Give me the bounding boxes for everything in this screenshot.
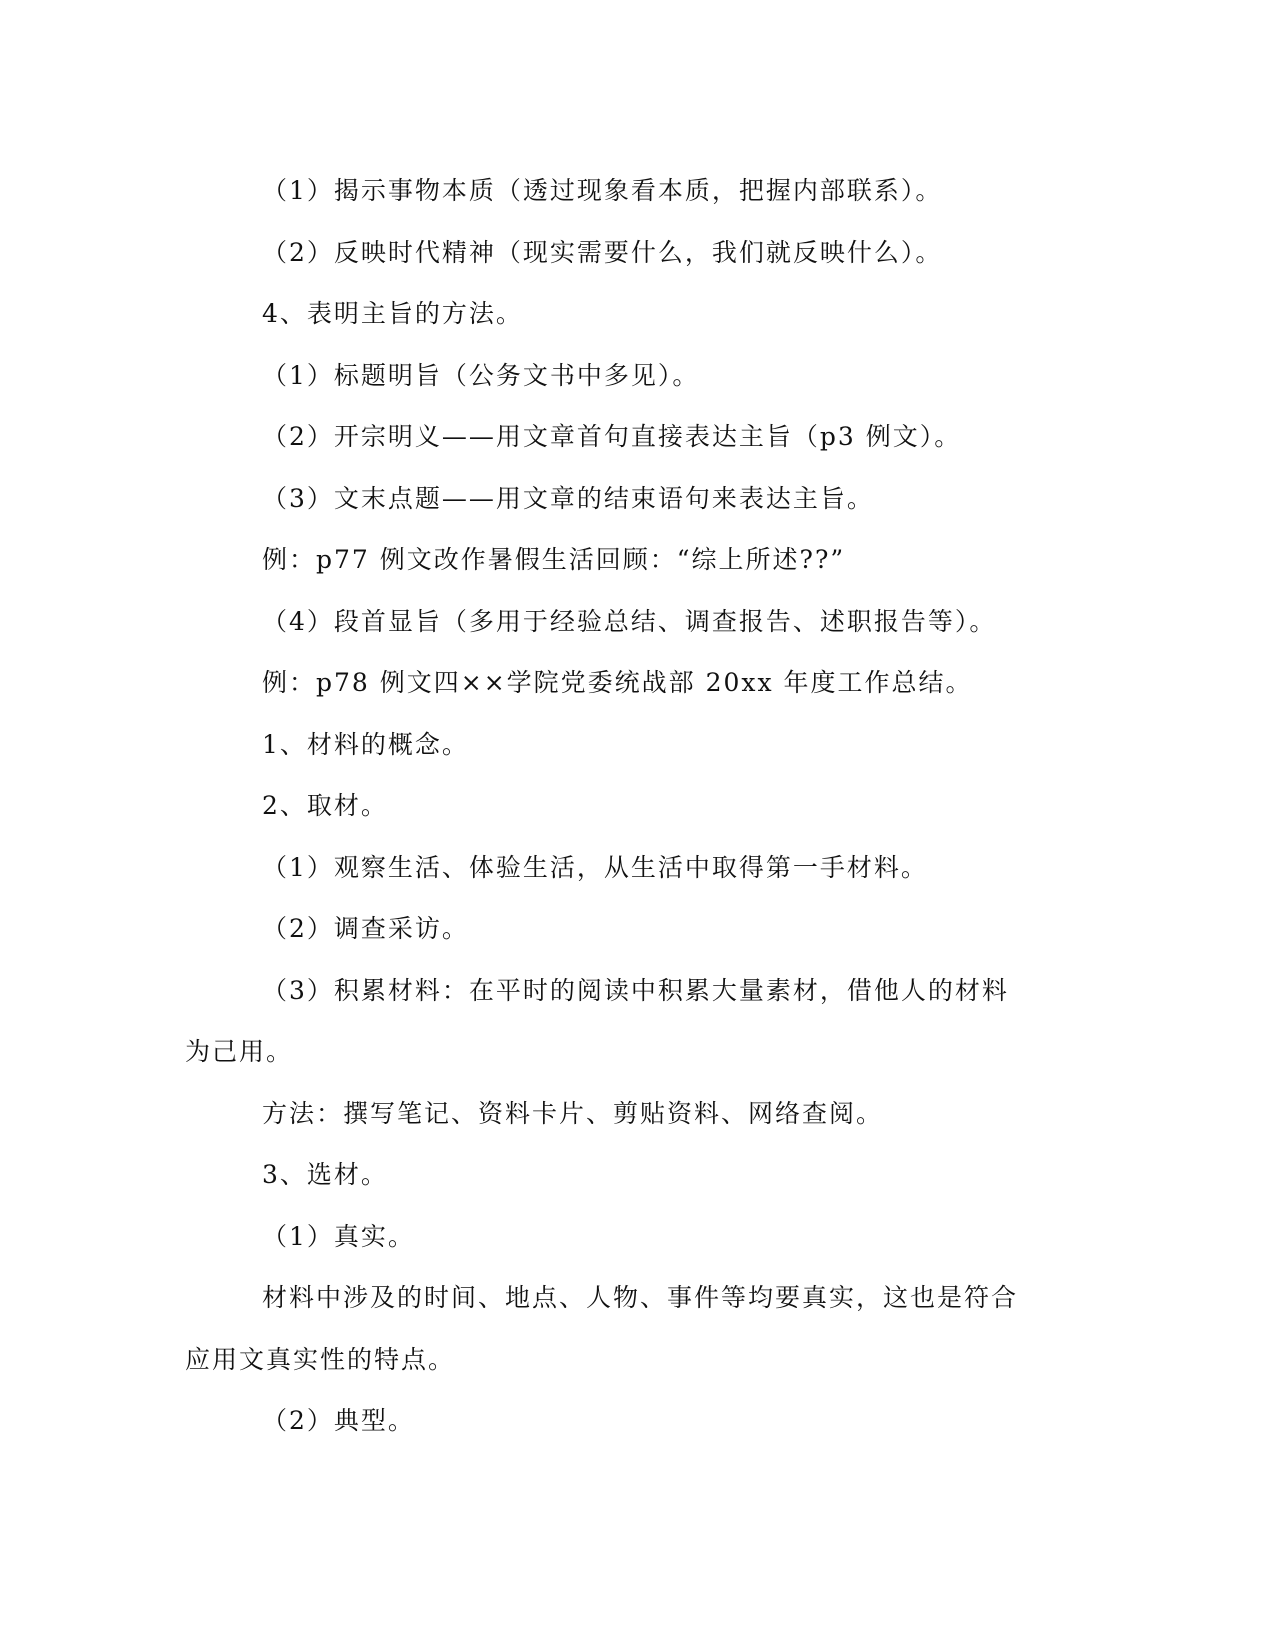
paragraph-continuation: 为己用。 — [185, 1037, 294, 1066]
section-heading: 3、选材。 — [262, 1160, 388, 1189]
paragraph-line: （1）标题明旨（公务文书中多见）。 — [262, 360, 700, 390]
paragraph-continuation: 应用文真实性的特点。 — [185, 1344, 456, 1374]
paragraph-line: （2）典型。 — [262, 1406, 415, 1435]
paragraph-line: 方法：撰写笔记、资料卡片、剪贴资料、网络查阅。 — [262, 1098, 884, 1128]
paragraph-line: （2）反映时代精神（现实需要什么，我们就反映什么）。 — [262, 237, 943, 267]
example-line: 例：p78 例文四××学院党委统战部 20xx 年度工作总结。 — [262, 668, 973, 697]
paragraph-line: （2）调查采访。 — [262, 914, 469, 943]
document-body — [185, 160, 1065, 1452]
section-heading: 2、取材。 — [262, 791, 388, 820]
paragraph-line: （1）真实。 — [262, 1221, 415, 1251]
section-heading: 4、表明主旨的方法。 — [262, 299, 523, 328]
paragraph-line: （4）段首显旨（多用于经验总结、调查报告、述职报告等）。 — [262, 606, 997, 636]
section-heading: 1、材料的概念。 — [262, 729, 469, 759]
example-line: 例：p77 例文改作暑假生活回顾：“综上所述??” — [262, 545, 846, 574]
paragraph-line: （1）揭示事物本质（透过现象看本质，把握内部联系）。 — [262, 176, 943, 205]
paragraph-line: 材料中涉及的时间、地点、人物、事件等均要真实，这也是符合 — [262, 1283, 1019, 1312]
paragraph-line: （1）观察生活、体验生活，从生活中取得第一手材料。 — [262, 852, 928, 882]
paragraph-line: （3）文末点题——用文章的结束语句来表达主旨。 — [262, 483, 874, 513]
paragraph-line: （2）开宗明义——用文章首句直接表达主旨（p3 例文）。 — [262, 422, 962, 451]
paragraph-line: （3）积累材料：在平时的阅读中积累大量素材，借他人的材料 — [262, 975, 1009, 1005]
